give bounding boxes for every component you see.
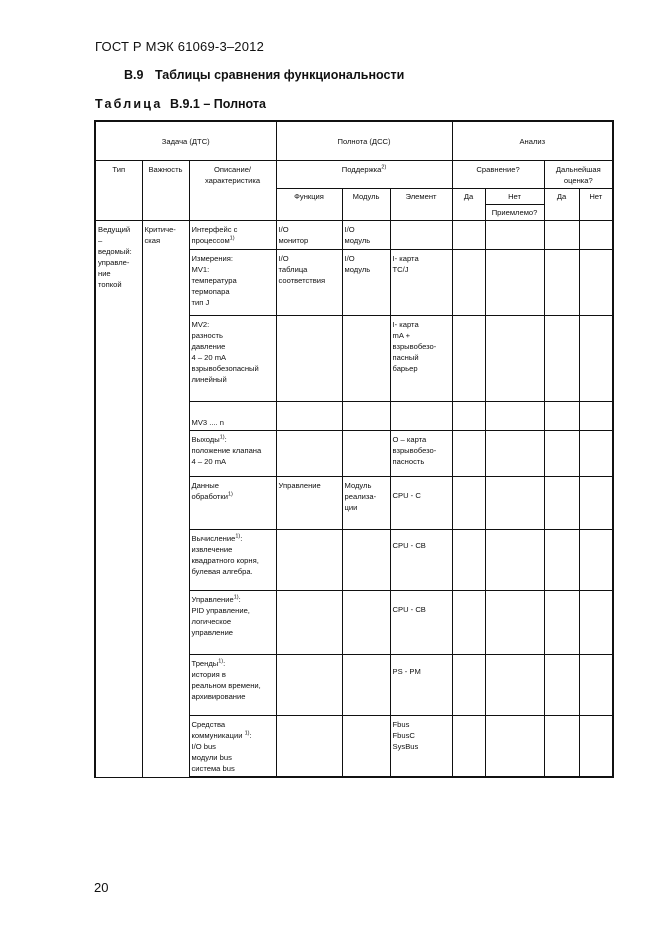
description-line: Выходы$^{1)}$: — [191, 434, 227, 444]
module-cell — [342, 530, 390, 591]
footnote-mark: 1) — [227, 491, 233, 498]
header-support — [276, 161, 452, 189]
header-support-text: Поддержка — [341, 165, 382, 174]
comparison-no-cell — [485, 477, 544, 530]
element-line: пасность — [392, 457, 425, 466]
comparison-no-cell — [485, 402, 544, 431]
header-comparison: Сравнение? — [452, 161, 544, 189]
further-no-cell — [579, 402, 613, 431]
further-yes-cell — [544, 530, 579, 591]
description-line: 4 – 20 mA — [191, 457, 227, 466]
further-yes-cell — [544, 402, 579, 431]
section-title — [124, 68, 404, 82]
description-cell — [189, 655, 276, 716]
description-cell — [189, 431, 276, 477]
element-cell — [390, 250, 452, 316]
comparison-yes-cell — [452, 716, 485, 778]
description-cell — [189, 250, 276, 316]
module-cell — [342, 402, 390, 431]
function-line: Управление — [278, 481, 321, 490]
function-line: монитор — [278, 236, 309, 245]
description-line: Измерения: — [191, 254, 233, 263]
element-line: CPU - C — [392, 491, 421, 500]
description-cell — [189, 477, 276, 530]
function-cell — [276, 250, 342, 316]
element-line: CPU - CB — [392, 541, 426, 550]
function-line: I/O — [278, 254, 289, 263]
module-cell — [342, 591, 390, 655]
element-line: I- карта — [392, 320, 419, 329]
element-cell — [390, 316, 452, 402]
description-line: реальном времени, — [191, 681, 261, 690]
document-header: ГОСТ Р МЭК 61069-3–2012 — [95, 39, 265, 54]
header-further-assessment — [544, 161, 613, 189]
element-cell — [390, 655, 452, 716]
description-line: Интерфейс с — [191, 225, 238, 234]
footnote-mark: 1) — [244, 730, 250, 737]
description-line: Средства — [191, 720, 226, 729]
element-line: CPU - CB — [392, 605, 426, 614]
description-line: Данные — [191, 481, 219, 490]
module-cell — [342, 221, 390, 250]
header-task: Задача (ДТС) — [95, 121, 276, 161]
function-cell — [276, 221, 342, 250]
sub-header-row — [95, 161, 613, 189]
description-line: архивирование — [191, 692, 246, 701]
header-comparison-yes: Да — [452, 189, 485, 221]
description-cell — [189, 316, 276, 402]
comparison-no-cell — [485, 716, 544, 778]
element-cell — [390, 716, 452, 778]
further-yes-cell — [544, 250, 579, 316]
further-yes-cell — [544, 655, 579, 716]
comparison-no-cell — [485, 591, 544, 655]
element-cell — [390, 221, 452, 250]
function-cell — [276, 716, 342, 778]
header-type: Тип — [95, 161, 142, 221]
description-line — [192, 235, 274, 246]
further-yes-cell — [544, 431, 579, 477]
module-line: модуль — [344, 265, 371, 274]
header-module: Модуль — [342, 189, 390, 221]
header-element: Элемент — [390, 189, 452, 221]
function-cell — [276, 477, 342, 530]
function-cell — [276, 316, 342, 402]
header-analysis: Анализ — [452, 121, 613, 161]
header-function: Функция — [276, 189, 342, 221]
element-line: барьер — [392, 364, 418, 373]
function-line: I/O — [278, 225, 289, 234]
description-line: булевая алгебра. — [191, 567, 253, 576]
header-importance: Важность — [142, 161, 189, 221]
element-line: Fbus — [392, 720, 410, 729]
element-line: пасный — [392, 353, 419, 362]
element-line: PS - PM — [392, 667, 421, 676]
description-cell — [189, 591, 276, 655]
description-line: Тренды$^{1)}$: — [191, 658, 226, 668]
comparison-yes-cell — [452, 591, 485, 655]
header-further-line2: оценка? — [563, 176, 593, 185]
section-number: B.9 — [124, 68, 144, 82]
further-yes-cell — [544, 316, 579, 402]
description-line: тип J — [191, 298, 210, 307]
footnote-mark: 1) — [233, 594, 239, 601]
header-comparison-no: Нет — [485, 189, 544, 205]
table-caption-title: B.9.1 – Полнота — [169, 97, 266, 111]
comparison-no-cell — [485, 530, 544, 591]
description-line: MV2: — [191, 320, 210, 329]
element-line: O – карта — [392, 435, 427, 444]
page-number: 20 — [94, 880, 109, 895]
module-line: I/O — [344, 225, 355, 234]
description-line: взрывобезопасный — [191, 364, 259, 373]
element-line: взрывобезо- — [392, 342, 437, 351]
module-cell — [342, 316, 390, 402]
description-cell — [189, 716, 276, 778]
importance-cell — [142, 221, 189, 778]
comparison-yes-cell — [452, 316, 485, 402]
further-no-cell — [579, 221, 613, 250]
type-line: ведомый: — [98, 247, 132, 256]
further-no-cell — [579, 716, 613, 778]
description-line: положение клапана — [191, 446, 262, 455]
function-cell — [276, 431, 342, 477]
table-caption-prefix: Таблица — [95, 97, 163, 111]
function-cell — [276, 591, 342, 655]
description-cell — [189, 402, 276, 431]
further-no-cell — [579, 431, 613, 477]
description-line: управление — [191, 628, 234, 637]
comparison-yes-cell — [452, 221, 485, 250]
comparison-no-cell — [485, 316, 544, 402]
description-line: модули bus — [191, 753, 232, 762]
module-line: Модуль — [344, 481, 372, 490]
description-line: разность — [191, 331, 223, 340]
element-cell — [390, 591, 452, 655]
header-description: Описание/ характеристика — [189, 161, 276, 221]
element-line: mA + — [392, 331, 411, 340]
element-cell — [390, 431, 452, 477]
function-line: таблица — [278, 265, 308, 274]
module-line: I/O — [344, 254, 355, 263]
further-no-cell — [579, 316, 613, 402]
description-line: 4 – 20 mA — [191, 353, 227, 362]
table-caption — [95, 97, 266, 111]
importance-line: ская — [144, 236, 161, 245]
element-line: TC/J — [392, 265, 409, 274]
function-cell — [276, 530, 342, 591]
type-line: Ведущий — [98, 225, 131, 234]
header-support-footnote: 2) — [381, 164, 387, 171]
function-cell — [276, 402, 342, 431]
comparison-yes-cell — [452, 250, 485, 316]
description-line: коммуникации $^{1)}$: — [191, 730, 252, 740]
element-line: взрывобезо- — [392, 446, 437, 455]
description-cell — [189, 221, 276, 250]
module-line: ции — [344, 503, 358, 512]
group-header-row — [95, 121, 613, 161]
description-text: коммуникации — [191, 731, 243, 740]
comparison-yes-cell — [452, 655, 485, 716]
footnote-mark: 1) — [218, 658, 224, 665]
description-text: Тренды — [191, 659, 219, 668]
comparison-yes-cell — [452, 477, 485, 530]
element-cell — [390, 402, 452, 431]
further-no-cell — [579, 250, 613, 316]
element-cell — [390, 477, 452, 530]
module-cell — [342, 431, 390, 477]
comparison-no-cell — [485, 431, 544, 477]
type-line: – — [98, 236, 103, 245]
function-cell — [276, 655, 342, 716]
description-line: I/O bus — [191, 742, 216, 751]
table-row — [95, 221, 613, 250]
element-line: FbusC — [392, 731, 415, 740]
description-text: Вычисление — [191, 534, 236, 543]
footnote-mark: 1) — [219, 434, 225, 441]
comparison-no-cell — [485, 250, 544, 316]
description-line: логическое — [191, 617, 232, 626]
description-line: давление — [191, 342, 226, 351]
section-title-text: Таблицы сравнения функциональности — [154, 68, 405, 82]
description-line: температура — [191, 276, 237, 285]
further-no-cell — [579, 591, 613, 655]
module-cell — [342, 655, 390, 716]
description-text: процессом — [191, 236, 230, 245]
header-further-line1: Дальнейшая — [555, 165, 601, 174]
comparison-no-cell — [485, 655, 544, 716]
type-cell — [95, 221, 142, 778]
module-line: модуль — [344, 236, 371, 245]
completeness-table — [94, 120, 614, 778]
element-line: I- карта — [392, 254, 419, 263]
importance-line: Критиче- — [144, 225, 176, 234]
description-line: Вычисление$^{1)}$: — [191, 533, 243, 543]
type-line: топкой — [98, 280, 122, 289]
comparison-yes-cell — [452, 530, 485, 591]
further-yes-cell — [544, 716, 579, 778]
further-yes-cell — [544, 477, 579, 530]
further-no-cell — [579, 477, 613, 530]
description-line: MV3 .... n — [191, 418, 224, 427]
function-line: соответствия — [278, 276, 326, 285]
description-line: термопара — [191, 287, 230, 296]
description-line: MV1: — [191, 265, 210, 274]
footnote-mark: 1) — [229, 235, 235, 242]
description-line: история в — [191, 670, 226, 679]
description-line: извлечение — [191, 545, 233, 554]
header-acceptable: Приемлемо? — [485, 205, 544, 221]
header-completeness: Полнота (ДСС) — [276, 121, 452, 161]
type-line: ние — [98, 269, 111, 278]
description-line: квадратного корня, — [191, 556, 259, 565]
comparison-yes-cell — [452, 431, 485, 477]
further-no-cell — [579, 655, 613, 716]
module-cell — [342, 477, 390, 530]
element-line: SysBus — [392, 742, 419, 751]
header-further-no: Нет — [579, 189, 613, 221]
further-no-cell — [579, 530, 613, 591]
description-text: обработки — [191, 492, 228, 501]
description-cell — [189, 530, 276, 591]
module-line: реализа- — [344, 492, 377, 501]
description-text: Выходы — [191, 435, 220, 444]
description-line: линейный — [191, 375, 227, 384]
comparison-no-cell — [485, 221, 544, 250]
header-further-yes: Да — [544, 189, 579, 221]
description-line: система bus — [191, 764, 235, 773]
description-line — [192, 491, 274, 502]
description-line: PID управление, — [191, 606, 250, 615]
further-yes-cell — [544, 591, 579, 655]
module-cell — [342, 250, 390, 316]
footnote-mark: 1) — [235, 533, 241, 540]
element-cell — [390, 530, 452, 591]
type-line: управле- — [98, 258, 130, 267]
further-yes-cell — [544, 221, 579, 250]
module-cell — [342, 716, 390, 778]
description-line: Управление$^{1)}$: — [191, 594, 241, 604]
comparison-yes-cell — [452, 402, 485, 431]
description-text: Управление — [191, 595, 234, 604]
